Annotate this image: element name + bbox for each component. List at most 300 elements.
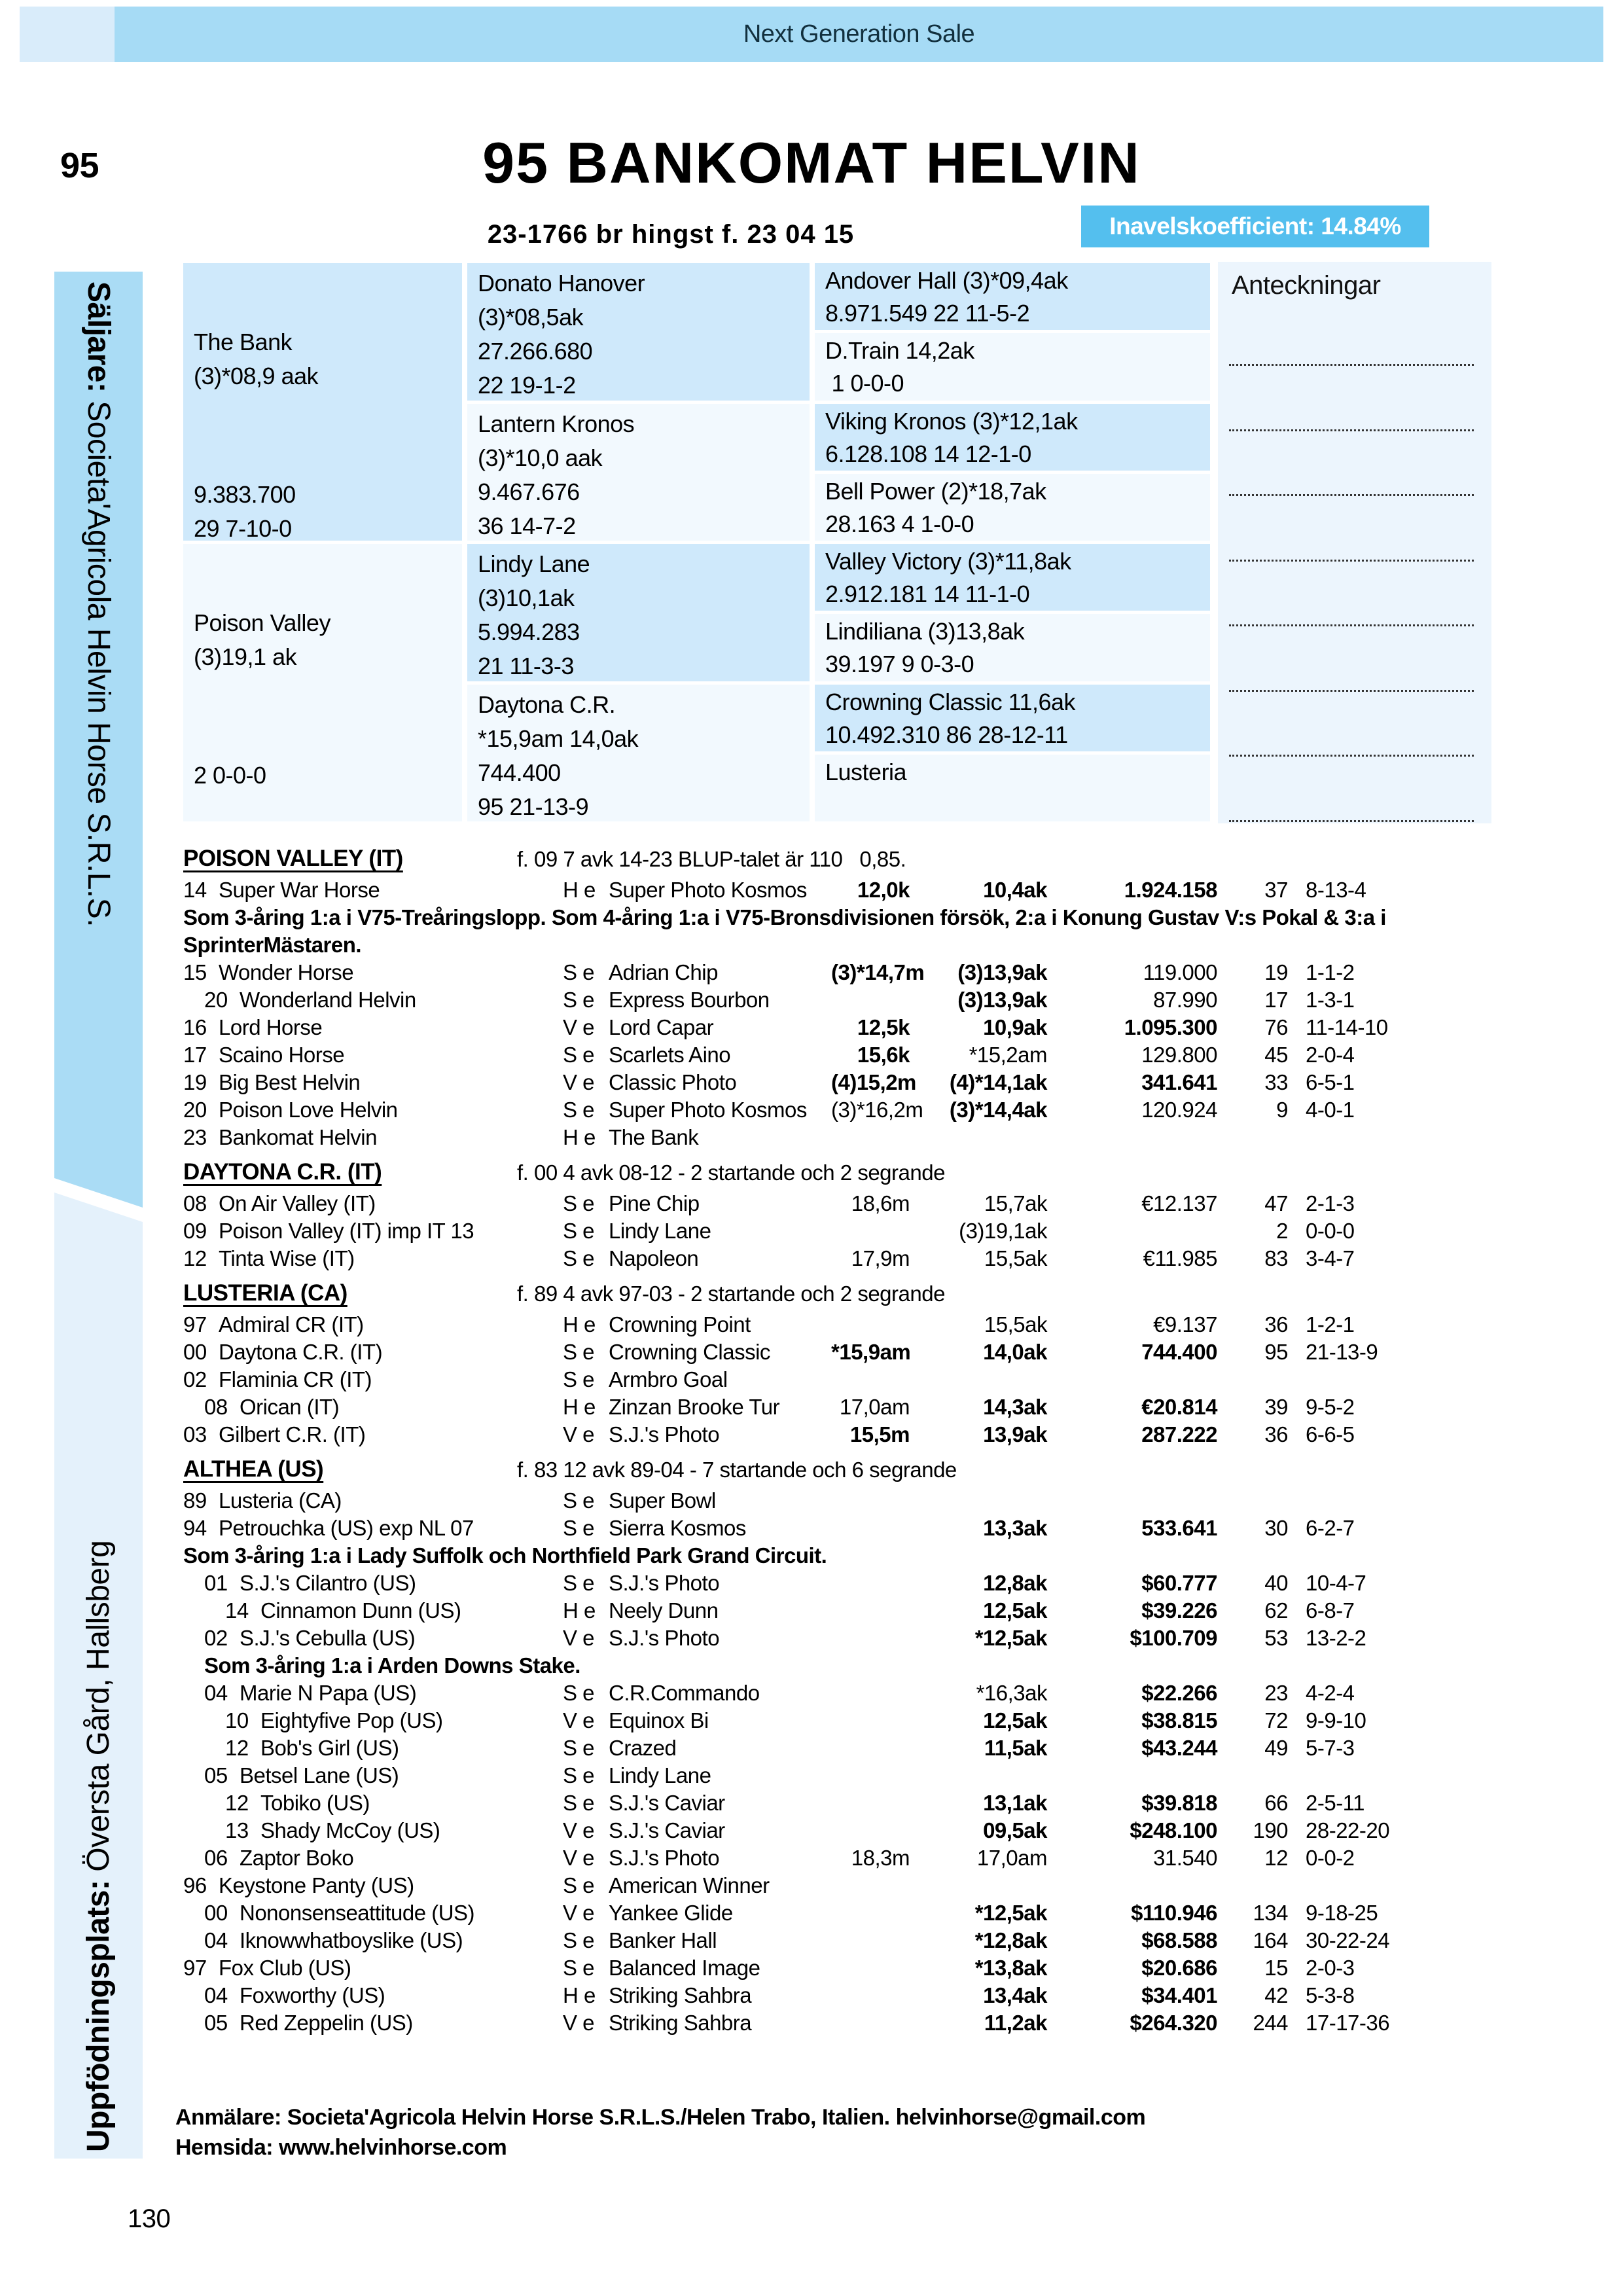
pedigree-line: 2 0-0-0 — [194, 762, 266, 789]
record-time-2: 11,5ak — [984, 1736, 1047, 1760]
horse-name: Tinta Wise (IT) — [219, 1246, 355, 1270]
record-time-2: 12,8ak — [983, 1571, 1047, 1595]
placings: 28-22-20 — [1306, 1818, 1390, 1842]
placings: 13-2-2 — [1306, 1626, 1366, 1650]
starts-count — [1217, 1872, 1288, 1899]
row-year-name — [183, 1844, 563, 1872]
notes-panel — [1218, 262, 1491, 823]
pedigree-cell — [467, 685, 810, 822]
offspring-row — [183, 1570, 1492, 1597]
horse-name: Foxworthy (US) — [240, 1983, 385, 2007]
horse-name: Flaminia CR (IT) — [219, 1367, 372, 1391]
offspring-row — [183, 1789, 1492, 1817]
sire-name: Banker Hall — [609, 1928, 717, 1952]
birth-year: 97 — [183, 1956, 207, 1980]
record-time-1 — [831, 1817, 910, 1844]
starts-count: 19 — [1264, 960, 1288, 984]
birth-year: 94 — [183, 1516, 207, 1540]
sire-name: Striking Sahbra — [609, 2011, 752, 2035]
pedigree-line: Daytona C.R. — [478, 691, 616, 718]
pedigree-line: The Bank — [194, 329, 293, 355]
offspring-row — [183, 1217, 1492, 1245]
pedigree-line: 36 14-7-2 — [478, 512, 576, 539]
record-time-2: 12,5ak — [983, 1598, 1047, 1623]
horse-name: Nononsenseattitude (US) — [240, 1901, 475, 1925]
record-time-2: *12,5ak — [974, 1626, 1047, 1650]
sex-by: S e — [563, 1571, 595, 1595]
record-time-1: (3)*16,2m — [831, 1098, 923, 1122]
pedigree-line: 2.912.181 14 11-1-0 — [825, 581, 1030, 607]
row-year-name — [183, 2009, 563, 2037]
placings: 9-18-25 — [1306, 1901, 1378, 1925]
horse-name: Iknowwhatboyslike (US) — [240, 1928, 463, 1952]
pedigree-line: 28.163 4 1-0-0 — [825, 510, 974, 537]
birth-year: 23 — [183, 1125, 207, 1149]
sire-name: S.J.'s Photo — [609, 1626, 720, 1650]
record-time-1 — [831, 986, 910, 1014]
earnings: $68.588 — [1141, 1928, 1217, 1952]
earnings: $43.244 — [1141, 1736, 1217, 1760]
horse-name: Bankomat Helvin — [219, 1125, 377, 1149]
record-time-1 — [831, 1789, 910, 1817]
birth-year: 04 — [204, 1928, 228, 1952]
starts-count: 23 — [1264, 1681, 1288, 1705]
pedigree-line: Lantern Kronos — [478, 410, 635, 437]
row-year-name — [183, 1393, 563, 1421]
horse-name: Lord Horse — [219, 1015, 323, 1039]
placings: 30-22-24 — [1306, 1928, 1390, 1952]
record-time-2: 13,4ak — [983, 1983, 1047, 2007]
record-time-2: 13,1ak — [983, 1791, 1047, 1815]
sex-by: S e — [563, 1956, 595, 1980]
earnings: 341.641 — [1141, 1070, 1217, 1094]
offspring-row — [183, 1734, 1492, 1762]
sire-name: S.J.'s Caviar — [609, 1818, 725, 1842]
sex-by: S e — [563, 1043, 595, 1067]
pedigree-line: *15,9am 14,0ak — [478, 725, 639, 752]
sire-name: Armbro Goal — [609, 1367, 728, 1391]
breeding-place-text — [54, 1458, 143, 2159]
offspring-row — [183, 1366, 1492, 1393]
birth-year: 05 — [204, 1763, 228, 1787]
row-year-name — [183, 1679, 563, 1707]
earnings — [1047, 1762, 1217, 1789]
sex-by: H e — [563, 1312, 596, 1336]
sire-name: Sierra Kosmos — [609, 1516, 746, 1540]
pedigree-line: Bell Power (2)*18,7ak — [825, 477, 1046, 505]
horse-name: Lusteria (CA) — [219, 1488, 342, 1513]
starts-count: 15 — [1264, 1956, 1288, 1980]
pedigree-line: Donato Hanover — [478, 270, 645, 296]
offspring-row — [183, 1515, 1492, 1542]
pedigree-line: Viking Kronos (3)*12,1ak — [825, 407, 1078, 435]
placings: 1-1-2 — [1306, 960, 1355, 984]
sex-by: S e — [563, 1098, 595, 1122]
earnings: 31.540 — [1153, 1846, 1217, 1870]
sex-by: H e — [563, 1395, 596, 1419]
record-time-1: 17,0am — [839, 1395, 910, 1419]
record-time-1: 17,9m — [851, 1246, 910, 1270]
earnings: €9.137 — [1153, 1312, 1217, 1336]
sex-by: S e — [563, 1763, 595, 1787]
earnings: 1.924.158 — [1124, 878, 1217, 902]
pedigree-cell — [815, 755, 1210, 821]
offspring-row — [183, 876, 1492, 904]
earnings: $264.320 — [1130, 2011, 1217, 2035]
record-time-1: 15,6k — [857, 1043, 910, 1067]
starts-count: 37 — [1264, 878, 1288, 902]
offspring-row — [183, 959, 1492, 986]
starts-count: 47 — [1264, 1191, 1288, 1215]
earnings — [1047, 1217, 1217, 1245]
horse-name: Eightyfive Pop (US) — [260, 1708, 443, 1732]
placings: 0-0-0 — [1306, 1219, 1355, 1243]
notes-dotted-line — [1229, 820, 1474, 822]
sale-name: Next Generation Sale — [743, 20, 975, 48]
row-year-name — [183, 1366, 563, 1393]
sire-name: Lindy Lane — [609, 1763, 711, 1787]
horse-name: Gilbert C.R. (IT) — [219, 1422, 366, 1446]
horse-name: Admiral CR (IT) — [219, 1312, 364, 1336]
horse-name: S.J.'s Cebulla (US) — [240, 1626, 416, 1650]
pedigree-cell — [815, 404, 1210, 471]
record-time-2: (4)*14,1ak — [949, 1070, 1047, 1094]
earnings: 744.400 — [1141, 1340, 1217, 1364]
offspring-row — [183, 1014, 1492, 1041]
offspring-row — [183, 1872, 1492, 1899]
sire-name: Super Bowl — [609, 1488, 716, 1513]
record-time-2: 15,5ak — [984, 1246, 1047, 1270]
pedigree-line: (3)*10,0 aak — [478, 444, 603, 471]
notes-dotted-line — [1229, 429, 1474, 431]
placings: 0-0-2 — [1306, 1846, 1355, 1870]
row-year-name — [183, 1190, 563, 1217]
offspring-section-header — [183, 846, 1492, 876]
earnings: €12.137 — [1141, 1191, 1217, 1215]
earnings — [1047, 1487, 1217, 1515]
birth-year: 10 — [225, 1708, 249, 1732]
starts-count: 53 — [1264, 1626, 1288, 1650]
pedigree-line: 22 19-1-2 — [478, 372, 576, 399]
notes-title: Anteckningar — [1232, 271, 1381, 300]
starts-count: 36 — [1264, 1312, 1288, 1336]
placings: 5-3-8 — [1306, 1983, 1355, 2007]
sire-name: C.R.Commando — [609, 1681, 760, 1705]
starts-count: 164 — [1253, 1928, 1288, 1952]
earnings: $39.818 — [1141, 1791, 1217, 1815]
placings: 6-6-5 — [1306, 1422, 1355, 1446]
placings: 4-2-4 — [1306, 1681, 1355, 1705]
horse-name: Wonderland Helvin — [240, 988, 416, 1012]
placings — [1288, 1124, 1492, 1151]
record-time-1 — [831, 2009, 910, 2037]
dam-name: ALTHEA (US) — [183, 1456, 324, 1482]
horse-name: Zaptor Boko — [240, 1846, 354, 1870]
earnings: 129.800 — [1141, 1043, 1217, 1067]
record-time-2: *13,8ak — [974, 1956, 1047, 1980]
record-time-1: 12,0k — [857, 878, 910, 902]
sex-by: V e — [563, 1070, 595, 1094]
record-time-2 — [910, 1366, 1047, 1393]
record-time-1 — [831, 1927, 910, 1954]
birth-year: 09 — [183, 1219, 207, 1243]
notes-dotted-line — [1229, 624, 1474, 626]
sire-name: Neely Dunn — [609, 1598, 719, 1623]
birth-year: 96 — [183, 1873, 207, 1897]
birth-year: 15 — [183, 960, 207, 984]
sex-by: H e — [563, 1598, 596, 1623]
sex-by: S e — [563, 1928, 595, 1952]
sex-by: V e — [563, 1708, 595, 1732]
offspring-row — [183, 1245, 1492, 1272]
row-year-name — [183, 1982, 563, 2009]
record-time-1: 18,6m — [851, 1191, 910, 1215]
birth-year: 12 — [183, 1246, 207, 1270]
horse-name: Cinnamon Dunn (US) — [260, 1598, 461, 1623]
offspring-row — [183, 1311, 1492, 1338]
record-time-1 — [831, 1570, 910, 1597]
sire-name: S.J.'s Photo — [609, 1422, 720, 1446]
birth-year: 06 — [204, 1846, 228, 1870]
notes-dotted-line — [1229, 560, 1474, 562]
earnings: 287.222 — [1141, 1422, 1217, 1446]
row-year-name — [183, 1096, 563, 1124]
record-time-2: *16,3ak — [976, 1681, 1047, 1705]
sex-by: S e — [563, 1736, 595, 1760]
birth-year: 20 — [183, 1098, 207, 1122]
horse-name: Keystone Panty (US) — [219, 1873, 414, 1897]
row-year-name — [183, 1245, 563, 1272]
notes-dotted-line — [1229, 690, 1474, 692]
sire-name: Balanced Image — [609, 1956, 760, 1980]
sex-by: S e — [563, 1367, 595, 1391]
offspring-row — [183, 1597, 1492, 1624]
sex-by: S e — [563, 1873, 595, 1897]
pedigree-line: 5.994.283 — [478, 619, 580, 645]
sire-name: Lord Capar — [609, 1015, 714, 1039]
birth-year: 00 — [204, 1901, 228, 1925]
sire-name: Crazed — [609, 1736, 677, 1760]
pedigree-line: 1 0-0-0 — [825, 370, 904, 397]
horse-name: Orican (IT) — [240, 1395, 340, 1419]
offspring-row — [183, 1844, 1492, 1872]
sire-name: The Bank — [609, 1125, 699, 1149]
sire-name: Crowning Point — [609, 1312, 751, 1336]
sex-by: V e — [563, 1846, 595, 1870]
pedigree-cell — [815, 685, 1210, 751]
starts-count: 76 — [1264, 1015, 1288, 1039]
row-year-name — [183, 1789, 563, 1817]
row-year-name — [183, 1124, 563, 1151]
pedigree-line: Andover Hall (3)*09,4ak — [825, 267, 1068, 294]
starts-count: 33 — [1264, 1070, 1288, 1094]
record-time-1 — [831, 1311, 910, 1338]
placings: 1-3-1 — [1306, 988, 1355, 1012]
pedigree-line: D.Train 14,2ak — [825, 337, 974, 365]
sire-name: S.J.'s Photo — [609, 1846, 720, 1870]
horse-name: Marie N Papa (US) — [240, 1681, 417, 1705]
row-year-name — [183, 1570, 563, 1597]
offspring-row — [183, 1624, 1492, 1652]
horse-name: On Air Valley (IT) — [219, 1191, 376, 1215]
inbreeding-badge: Inavelskoefficient: 14.84% — [1081, 206, 1429, 247]
merit-note: Som 3-åring 1:a i Arden Downs Stake. — [204, 1653, 580, 1677]
row-year-name — [183, 986, 563, 1014]
earnings: 1.095.300 — [1124, 1015, 1217, 1039]
offspring-row — [183, 1927, 1492, 1954]
row-year-name — [183, 1014, 563, 1041]
starts-count: 72 — [1264, 1708, 1288, 1732]
pedigree-line: 8.971.549 22 11-5-2 — [825, 300, 1030, 327]
pedigree-cell — [467, 404, 810, 541]
pedigree-line: (3)*08,9 aak — [194, 363, 319, 389]
birth-year: 14 — [183, 878, 207, 902]
placings: 6-8-7 — [1306, 1598, 1355, 1623]
record-time-1: 12,5k — [857, 1015, 910, 1039]
sex-by: V e — [563, 2011, 595, 2035]
record-time-2: 14,0ak — [983, 1340, 1047, 1364]
sire-name: American Winner — [609, 1873, 770, 1897]
earnings: €11.985 — [1143, 1246, 1217, 1270]
record-time-1 — [831, 1734, 910, 1762]
registrant-line: Anmälare: Societa'Agricola Helvin Horse S.R.L.S./Helen Trabo, Italien. helvinhorse@gmail.com — [175, 2105, 1146, 2130]
row-year-name — [183, 1217, 563, 1245]
placings: 5-7-3 — [1306, 1736, 1355, 1760]
horse-name: Super War Horse — [219, 878, 380, 902]
pedigree-cell — [183, 544, 462, 821]
record-time-2: 13,9ak — [983, 1422, 1047, 1446]
record-time-2: 14,3ak — [983, 1395, 1047, 1419]
birth-year: 02 — [183, 1367, 207, 1391]
placings — [1288, 1487, 1492, 1515]
sex-by: S e — [563, 1488, 595, 1513]
offspring-row — [183, 1982, 1492, 2009]
offspring-row — [183, 1679, 1492, 1707]
record-time-2: (3)13,9ak — [957, 960, 1047, 984]
birth-year: 12 — [225, 1791, 249, 1815]
sex-by: S e — [563, 1516, 595, 1540]
record-time-1 — [831, 1515, 910, 1542]
seller-label: Säljare: — [81, 281, 116, 393]
record-time-1 — [831, 1707, 910, 1734]
offspring-row — [183, 1069, 1492, 1096]
row-year-name — [183, 1597, 563, 1624]
record-time-2: *12,5ak — [974, 1901, 1047, 1925]
birth-year: 16 — [183, 1015, 207, 1039]
offspring-list — [183, 846, 1492, 2037]
row-year-name — [183, 959, 563, 986]
pedigree-cell — [467, 544, 810, 681]
horse-name: Bob's Girl (US) — [260, 1736, 399, 1760]
row-year-name — [183, 1954, 563, 1982]
horse-name: Poison Valley (IT) imp IT 13 — [219, 1219, 474, 1243]
birth-year: 08 — [204, 1395, 228, 1419]
record-time-2 — [910, 1124, 1047, 1151]
birth-year: 04 — [204, 1681, 228, 1705]
starts-count: 42 — [1264, 1983, 1288, 2007]
starts-count: 134 — [1253, 1901, 1288, 1925]
header-bar — [115, 7, 1603, 62]
birth-year: 97 — [183, 1312, 207, 1336]
birth-year: 02 — [204, 1626, 228, 1650]
starts-count: 95 — [1264, 1340, 1288, 1364]
placings: 3-4-7 — [1306, 1246, 1355, 1270]
pedigree-line: Poison Valley — [194, 609, 330, 636]
pedigree-cell — [183, 263, 462, 541]
starts-count: 30 — [1264, 1516, 1288, 1540]
placings: 17-17-36 — [1306, 2011, 1390, 2035]
horse-name: S.J.'s Cilantro (US) — [240, 1571, 416, 1595]
birth-year: 01 — [204, 1571, 228, 1595]
placings: 4-0-1 — [1306, 1098, 1355, 1122]
sire-name: Equinox Bi — [609, 1708, 709, 1732]
pedigree-line: Lusteria — [825, 758, 907, 785]
sire-name: Crowning Classic — [609, 1340, 770, 1364]
sire-name: Super Photo Kosmos — [609, 878, 807, 902]
birth-year: 89 — [183, 1488, 207, 1513]
horse-name: Betsel Lane (US) — [240, 1763, 399, 1787]
starts-count: 39 — [1264, 1395, 1288, 1419]
horse-name: Red Zeppelin (US) — [240, 2011, 413, 2035]
pedigree-cell — [815, 333, 1210, 400]
record-time-1: 18,3m — [851, 1846, 910, 1870]
sire-name: Scarlets Aino — [609, 1043, 731, 1067]
sex-by: V e — [563, 1901, 595, 1925]
dam-name: POISON VALLEY (IT) — [183, 846, 403, 871]
earnings: $60.777 — [1141, 1571, 1217, 1595]
offspring-row — [183, 1817, 1492, 1844]
record-time-2: 10,9ak — [983, 1015, 1047, 1039]
sex-by: S e — [563, 1791, 595, 1815]
placings: 9-5-2 — [1306, 1395, 1355, 1419]
earnings: $248.100 — [1130, 1818, 1217, 1842]
earnings: $39.226 — [1141, 1598, 1217, 1623]
row-year-name — [183, 1734, 563, 1762]
record-time-1: (4)15,2m — [831, 1070, 916, 1094]
starts-count — [1217, 1487, 1288, 1515]
record-time-1 — [831, 1872, 910, 1899]
breeding-place-value: Översta Gård, Hallsberg — [81, 1540, 116, 1880]
sire-name: Lindy Lane — [609, 1219, 711, 1243]
sex-by: S e — [563, 1246, 595, 1270]
record-time-1 — [831, 1487, 910, 1515]
sex-by: H e — [563, 1125, 596, 1149]
pedigree-cell — [815, 614, 1210, 681]
record-time-2: 09,5ak — [983, 1818, 1047, 1842]
starts-count: 36 — [1264, 1422, 1288, 1446]
pedigree-line: 95 21-13-9 — [478, 793, 589, 820]
placings — [1288, 1872, 1492, 1899]
starts-count: 49 — [1264, 1736, 1288, 1760]
birth-year: 03 — [183, 1422, 207, 1446]
pedigree-line: 6.128.108 14 12-1-0 — [825, 440, 1031, 467]
starts-count — [1217, 1124, 1288, 1151]
birth-year: 12 — [225, 1736, 249, 1760]
pedigree-line: Lindiliana (3)13,8ak — [825, 618, 1025, 645]
merit-note: Som 3-åring 1:a i V75-Treåringslopp. Som 4-åring 1:a i V75-Bronsdivisionen försök, 2:a i Konung Gustav V:s Pokal & 3:a i SprinterMästaren. — [183, 905, 1386, 957]
sire-name: Napoleon — [609, 1246, 699, 1270]
sex-by: H e — [563, 878, 596, 902]
earnings: $38.815 — [1141, 1708, 1217, 1732]
offspring-row — [183, 1041, 1492, 1069]
pedigree-line: Valley Victory (3)*11,8ak — [825, 548, 1071, 575]
earnings — [1047, 1366, 1217, 1393]
birth-year: 00 — [183, 1340, 207, 1364]
row-year-name — [183, 1069, 563, 1096]
dam-info: f. 89 4 avk 97-03 - 2 startande och 2 segrande — [517, 1282, 945, 1306]
sire-name: Super Photo Kosmos — [609, 1098, 807, 1122]
sex-by: V e — [563, 1015, 595, 1039]
